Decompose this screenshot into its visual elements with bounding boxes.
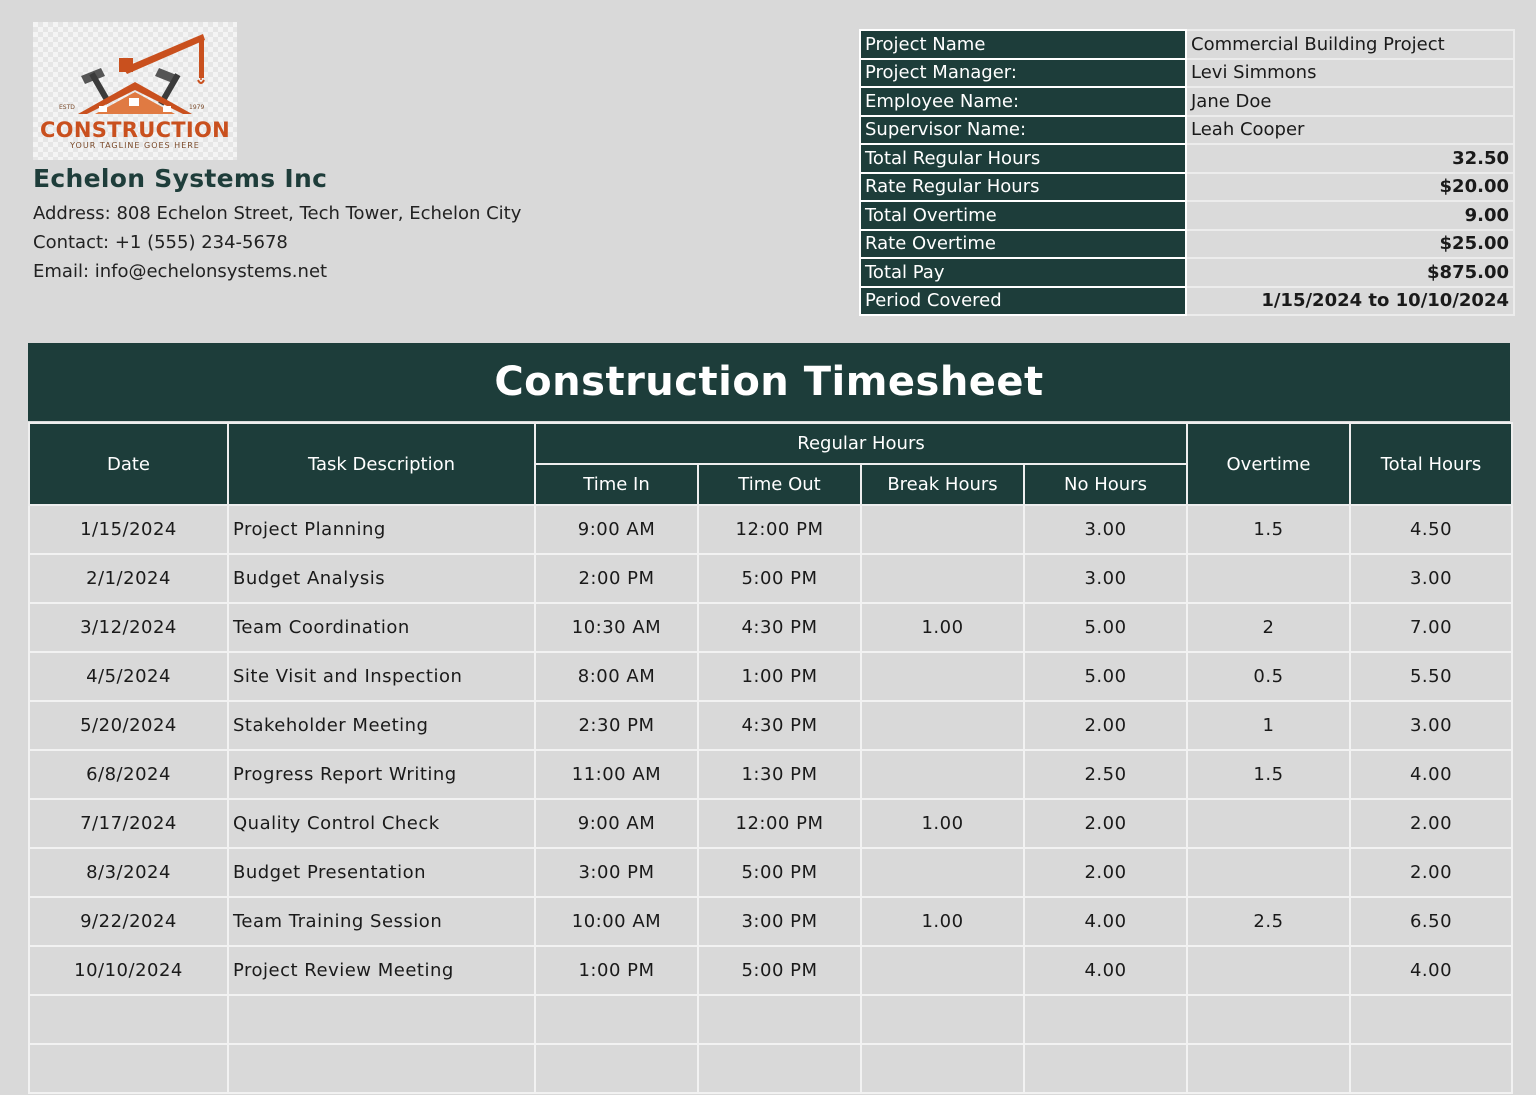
- cell-no-hours: [1024, 995, 1187, 1044]
- cell-overtime: [1187, 799, 1350, 848]
- cell-date: 1/15/2024: [29, 505, 228, 554]
- info-row: [860, 287, 1514, 316]
- company-email: Email: info@echelonsystems.net: [33, 261, 328, 282]
- cell-no-hours: 2.50: [1024, 750, 1187, 799]
- info-value: Leah Cooper: [1186, 116, 1514, 145]
- cell-task: Team Training Session: [228, 897, 535, 946]
- cell-total-hours: 4.50: [1350, 505, 1512, 554]
- cell-time-in: 1:00 PM: [535, 946, 698, 995]
- cell-no-hours: 2.00: [1024, 701, 1187, 750]
- cell-break-hours: [861, 554, 1024, 603]
- cell-overtime: 1.5: [1187, 750, 1350, 799]
- col-header-time-in: Time In: [535, 464, 698, 505]
- cell-time-out: [698, 995, 861, 1044]
- cell-overtime: [1187, 995, 1350, 1044]
- col-header-break-hours: Break Hours: [861, 464, 1024, 505]
- cell-time-in: [535, 995, 698, 1044]
- cell-task: Project Planning: [228, 505, 535, 554]
- cell-date: 5/20/2024: [29, 701, 228, 750]
- cell-date: 3/12/2024: [29, 603, 228, 652]
- cell-date: 4/5/2024: [29, 652, 228, 701]
- company-logo: [33, 22, 237, 160]
- cell-time-out: [698, 1044, 861, 1093]
- cell-task: [228, 1044, 535, 1093]
- table-row: [29, 995, 1512, 1044]
- cell-time-out: 4:30 PM: [698, 701, 861, 750]
- cell-time-in: 3:00 PM: [535, 848, 698, 897]
- cell-task: [228, 995, 535, 1044]
- cell-time-out: 12:00 PM: [698, 505, 861, 554]
- col-header-task: Task Description: [228, 423, 535, 505]
- info-label: Total Regular Hours: [860, 144, 1186, 173]
- info-value: 1/15/2024 to 10/10/2024: [1186, 287, 1514, 316]
- cell-no-hours: [1024, 1044, 1187, 1093]
- cell-total-hours: 7.00: [1350, 603, 1512, 652]
- info-label: Project Manager:: [860, 59, 1186, 88]
- cell-no-hours: 2.00: [1024, 799, 1187, 848]
- cell-time-out: 5:00 PM: [698, 848, 861, 897]
- info-value: Levi Simmons: [1186, 59, 1514, 88]
- cell-break-hours: 1.00: [861, 897, 1024, 946]
- info-row: [860, 258, 1514, 287]
- cell-time-in: [535, 1044, 698, 1093]
- cell-break-hours: [861, 946, 1024, 995]
- company-contact: Contact: +1 (555) 234-5678: [33, 232, 288, 253]
- cell-time-in: 11:00 AM: [535, 750, 698, 799]
- info-label: Supervisor Name:: [860, 116, 1186, 145]
- info-row: [860, 144, 1514, 173]
- cell-task: Team Coordination: [228, 603, 535, 652]
- info-row: [860, 230, 1514, 259]
- cell-task: Quality Control Check: [228, 799, 535, 848]
- info-label: Employee Name:: [860, 87, 1186, 116]
- info-label: Period Covered: [860, 287, 1186, 316]
- cell-date: [29, 995, 228, 1044]
- cell-break-hours: [861, 505, 1024, 554]
- cell-date: 9/22/2024: [29, 897, 228, 946]
- table-row: [29, 750, 1512, 799]
- cell-total-hours: 6.50: [1350, 897, 1512, 946]
- cell-total-hours: 4.00: [1350, 946, 1512, 995]
- table-row: [29, 652, 1512, 701]
- cell-total-hours: 2.00: [1350, 799, 1512, 848]
- cell-time-in: 8:00 AM: [535, 652, 698, 701]
- cell-no-hours: 5.00: [1024, 603, 1187, 652]
- col-header-no-hours: No Hours: [1024, 464, 1187, 505]
- cell-total-hours: [1350, 995, 1512, 1044]
- info-value: 32.50: [1186, 144, 1514, 173]
- cell-task: Progress Report Writing: [228, 750, 535, 799]
- col-header-overtime: Overtime: [1187, 423, 1350, 505]
- cell-total-hours: 5.50: [1350, 652, 1512, 701]
- cell-break-hours: [861, 848, 1024, 897]
- cell-total-hours: [1350, 1044, 1512, 1093]
- cell-break-hours: [861, 701, 1024, 750]
- cell-break-hours: [861, 1044, 1024, 1093]
- table-row: [29, 505, 1512, 554]
- cell-task: Project Review Meeting: [228, 946, 535, 995]
- cell-time-in: 10:00 AM: [535, 897, 698, 946]
- cell-break-hours: 1.00: [861, 799, 1024, 848]
- cell-no-hours: 3.00: [1024, 554, 1187, 603]
- cell-date: 10/10/2024: [29, 946, 228, 995]
- cell-time-out: 5:00 PM: [698, 554, 861, 603]
- cell-total-hours: 4.00: [1350, 750, 1512, 799]
- table-row: [29, 701, 1512, 750]
- col-header-time-out: Time Out: [698, 464, 861, 505]
- info-row: [860, 173, 1514, 202]
- cell-total-hours: 3.00: [1350, 554, 1512, 603]
- table-row: [29, 946, 1512, 995]
- info-value: $875.00: [1186, 258, 1514, 287]
- cell-overtime: 2: [1187, 603, 1350, 652]
- cell-overtime: [1187, 1044, 1350, 1093]
- info-value: Commercial Building Project: [1186, 30, 1514, 59]
- cell-break-hours: [861, 995, 1024, 1044]
- cell-no-hours: 4.00: [1024, 946, 1187, 995]
- info-row: [860, 116, 1514, 145]
- cell-time-in: 9:00 AM: [535, 505, 698, 554]
- cell-total-hours: 3.00: [1350, 701, 1512, 750]
- cell-time-in: 9:00 AM: [535, 799, 698, 848]
- info-label: Rate Regular Hours: [860, 173, 1186, 202]
- info-row: [860, 87, 1514, 116]
- cell-overtime: 2.5: [1187, 897, 1350, 946]
- cell-date: 8/3/2024: [29, 848, 228, 897]
- col-header-date: Date: [29, 423, 228, 505]
- cell-no-hours: 3.00: [1024, 505, 1187, 554]
- cell-time-in: 10:30 AM: [535, 603, 698, 652]
- cell-total-hours: 2.00: [1350, 848, 1512, 897]
- info-label: Total Overtime: [860, 201, 1186, 230]
- info-value: 9.00: [1186, 201, 1514, 230]
- cell-break-hours: 1.00: [861, 603, 1024, 652]
- project-info-table: [859, 29, 1515, 316]
- table-row: [29, 554, 1512, 603]
- cell-date: 2/1/2024: [29, 554, 228, 603]
- company-name: Echelon Systems Inc: [33, 164, 328, 193]
- cell-time-out: 12:00 PM: [698, 799, 861, 848]
- cell-time-out: 1:30 PM: [698, 750, 861, 799]
- cell-task: Site Visit and Inspection: [228, 652, 535, 701]
- cell-overtime: 0.5: [1187, 652, 1350, 701]
- cell-no-hours: 5.00: [1024, 652, 1187, 701]
- table-row: [29, 848, 1512, 897]
- cell-overtime: [1187, 946, 1350, 995]
- table-row: [29, 799, 1512, 848]
- cell-break-hours: [861, 652, 1024, 701]
- table-row: [29, 603, 1512, 652]
- cell-overtime: 1: [1187, 701, 1350, 750]
- cell-task: Stakeholder Meeting: [228, 701, 535, 750]
- info-value: $20.00: [1186, 173, 1514, 202]
- cell-no-hours: 4.00: [1024, 897, 1187, 946]
- cell-time-out: 4:30 PM: [698, 603, 861, 652]
- cell-date: 7/17/2024: [29, 799, 228, 848]
- cell-time-out: 5:00 PM: [698, 946, 861, 995]
- cell-overtime: [1187, 848, 1350, 897]
- info-row: [860, 30, 1514, 59]
- info-row: [860, 59, 1514, 88]
- logo-tagline: YOUR TAGLINE GOES HERE: [70, 141, 200, 150]
- logo-year: 1979: [189, 104, 205, 111]
- cell-task: Budget Analysis: [228, 554, 535, 603]
- info-label: Rate Overtime: [860, 230, 1186, 259]
- table-row: [29, 897, 1512, 946]
- cell-date: 6/8/2024: [29, 750, 228, 799]
- cell-overtime: [1187, 554, 1350, 603]
- info-value: $25.00: [1186, 230, 1514, 259]
- cell-break-hours: [861, 750, 1024, 799]
- cell-no-hours: 2.00: [1024, 848, 1187, 897]
- info-value: Jane Doe: [1186, 87, 1514, 116]
- cell-time-out: 3:00 PM: [698, 897, 861, 946]
- info-label: Project Name: [860, 30, 1186, 59]
- info-row: [860, 201, 1514, 230]
- timesheet-title: Construction Timesheet: [28, 343, 1510, 421]
- company-address: Address: 808 Echelon Street, Tech Tower, Echelon City: [33, 203, 522, 224]
- cell-overtime: 1.5: [1187, 505, 1350, 554]
- col-header-regular-hours: Regular Hours: [535, 423, 1187, 464]
- col-header-total-hours: Total Hours: [1350, 423, 1512, 505]
- cell-task: Budget Presentation: [228, 848, 535, 897]
- cell-time-out: 1:00 PM: [698, 652, 861, 701]
- logo-wordmark: CONSTRUCTION: [39, 118, 231, 142]
- logo-estd: ESTD: [59, 104, 75, 111]
- timesheet-table: [28, 422, 1513, 1094]
- cell-time-in: 2:30 PM: [535, 701, 698, 750]
- info-label: Total Pay: [860, 258, 1186, 287]
- cell-date: [29, 1044, 228, 1093]
- table-row: [29, 1044, 1512, 1093]
- cell-time-in: 2:00 PM: [535, 554, 698, 603]
